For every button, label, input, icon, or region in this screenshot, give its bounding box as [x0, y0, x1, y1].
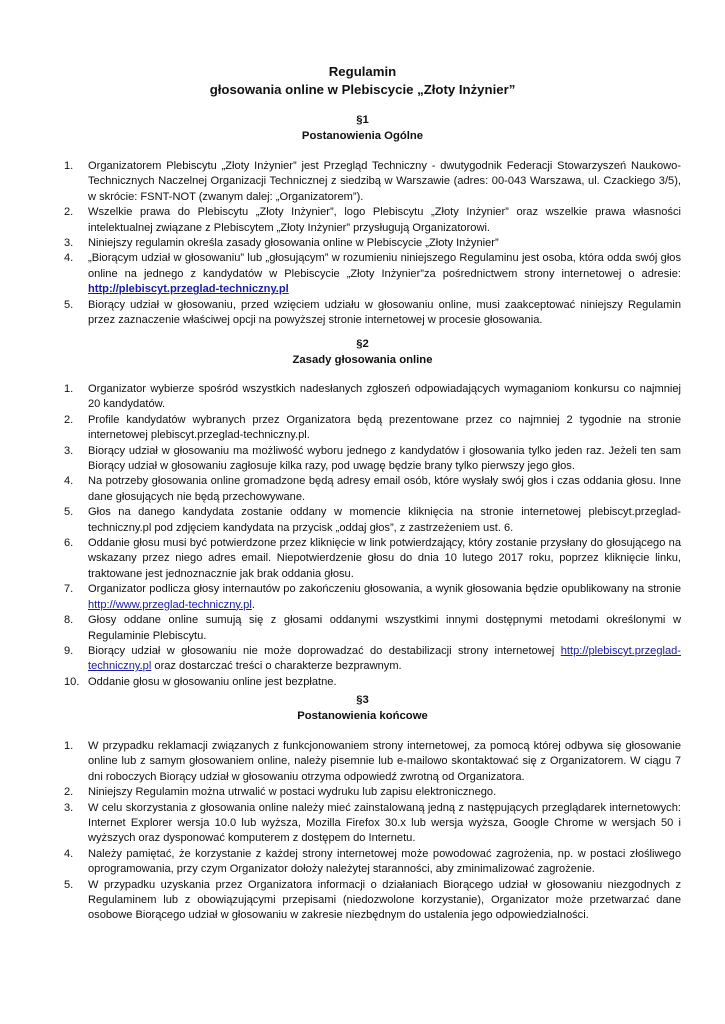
section-3-heading: Postanowienia końcowe — [297, 710, 428, 722]
item-text: W przypadku uzyskania przez Organizatora informacji o działaniach Biorącego udział w głosowaniu niezgodnych z Regulaminem lub z obowiązującymi przepisami (niedozwolone korzystanie), Organizator może przetwarzać dane osobowe Biorącego udział w głosowaniu w zakresie niezbędnym do ustalenia jego odpowiedzialności. — [88, 878, 681, 922]
item-number: 1. — [64, 160, 74, 172]
list-item — [64, 298, 681, 329]
section-3-list — [64, 739, 681, 924]
list-item — [64, 444, 681, 475]
item-number: 10. — [64, 675, 80, 688]
item-number: 4. — [64, 475, 74, 488]
item-link[interactable]: http://plebiscyt.przeglad-techniczny.pl — [88, 644, 681, 673]
item-text: Niniejszy Regulamin można utrwalić w postaci wydruku lub zapisu elektronicznego. — [88, 786, 497, 799]
item-text: Biorący udział w głosowaniu, przed wzięciem udziału w głosowaniu online, musi zaakceptować niniejszy Regulamin przez zaznaczenie właściwej opcji na powyższej stronie internetowej w procesie głosowania. — [88, 298, 681, 327]
list-item — [64, 613, 681, 644]
item-text-after: oraz dostarczać treści o charakterze bezprawnym. — [151, 660, 402, 673]
section-2-mark: §2 — [356, 338, 369, 350]
item-number: 2. — [64, 786, 74, 799]
list-item — [64, 382, 681, 413]
item-number: 3. — [64, 801, 74, 814]
item-number: 3. — [64, 444, 74, 457]
item-text: W celu skorzystania z głosowania online należy mieć zainstalowaną jedną z następujących przeglądarek internetowych: Internet Explorer wersja 10.0 lub wyższa, Mozilla Firefox 30.x lub wersja wyższa, Google Chrome w wersjach 50 i wyższych oraz dysponować komputerem z dostępem do Internetu. — [88, 801, 681, 845]
list-item — [64, 413, 681, 444]
item-text-after: . — [251, 598, 255, 611]
item-text: W przypadku reklamacji związanych z funkcjonowaniem strony internetowej, za pomocą której odbywa się głosowanie online lub z samym głosowaniem online, należy pisemnie lub e-mailowo skontaktować się z Organizatorem. W ciągu 7 dni roboczych Biorący udział w głosowaniu otrzyma odpowiedź zwrotną od Organizatora. — [88, 740, 681, 783]
item-text: Organizator wybierze spośród wszystkich nadesłanych zgłoszeń odpowiadających wymaganiom konkursu co najmniej 20 kandydatów. — [88, 383, 681, 411]
item-number: 4. — [64, 252, 74, 265]
section-1-list — [64, 159, 681, 328]
list-item — [64, 474, 681, 505]
item-text: Na potrzeby głosowania online gromadzone będą adresy email osób, które wysłały swój głos i czas oddania głosu. Inne dane głosujących nie będą przechowywane. — [88, 475, 681, 503]
item-number: 5. — [64, 506, 74, 519]
section-2-list — [64, 382, 681, 690]
item-number: 6. — [64, 537, 74, 550]
list-item — [64, 739, 681, 785]
item-number: 2. — [64, 413, 74, 426]
item-number: 8. — [64, 614, 74, 627]
list-item — [64, 644, 681, 675]
list-item — [64, 878, 681, 924]
item-text: Wszelkie prawa do Plebiscytu „Złoty Inżynier”, logo Plebiscytu „Złoty Inżynier” oraz wszelkie prawa własności intelektualnej związane z Plebiscytem „Złoty Inżynier” przysługują Organizatorowi. — [88, 206, 681, 234]
item-number: 1. — [64, 383, 74, 395]
document-subtitle: głosowania online w Plebiscycie „Złoty Inżynier” — [209, 82, 516, 97]
item-text: Niniejszy regulamin określa zasady głosowania online w Plebiscycie „Złoty Inżynier” — [88, 237, 499, 250]
item-link[interactable]: http://www.przeglad-techniczny.pl — [88, 598, 252, 611]
item-text: Biorący udział w głosowaniu nie może doprowadzać do destabilizacji strony internetowej — [88, 644, 561, 657]
item-text: Należy pamiętać, że korzystanie z każdej strony internetowej może powodować zagrożenia, np. w postaci złośliwego oprogramowania, przy czym Organizator dołoży należytej staranności, aby zminimalizować zagrożenie. — [88, 847, 681, 876]
item-number: 2. — [64, 206, 74, 219]
list-item — [64, 785, 681, 800]
item-number: 1. — [64, 740, 74, 752]
section-1-mark: §1 — [356, 114, 369, 126]
list-item — [64, 159, 681, 205]
list-item — [64, 251, 681, 297]
list-item — [64, 801, 681, 847]
list-item — [64, 582, 681, 613]
item-text: Organizatorem Plebiscytu „Złoty Inżynier” jest Przegląd Techniczny - dwutygodnik Federacji Stowarzyszeń Naukowo-Technicznych Naczelnej Organizacji Technicznej z siedzibą w Warszawie (adres: 00-043 Warszawa, ul. Czackiego 3/5), w skrócie: FSNT-NOT (zwanym dalej: „Organizatorem”). — [88, 160, 681, 203]
item-number: 9. — [64, 644, 74, 657]
item-text: „Biorącym udział w głosowaniu” lub „głosującym” w rozumieniu niniejszego Regulaminu jest osoba, która odda swój głos online na jednego z kandydatów w Plebiscycie „Złoty Inżynier”za pośrednictwem strony internetowej o adresie: — [88, 252, 681, 280]
item-text: Głos na danego kandydata zostanie oddany w momencie kliknięcia na stronie internetowej plebiscyt.przeglad-techniczny.pl pod zdjęciem kandydata na przycisk „oddaj głos”, z zastrzeżeniem ust. 6. — [88, 506, 681, 534]
item-text: Oddanie głosu musi być potwierdzone przez kliknięcie w link potwierdzający, który zostanie przysłany do głosującego na wskazany przez niego adres email. Niepotwierdzenie głosu do dnia 10 lutego 2017 roku, poprzez kliknięcie linku, traktowane jest jednoznacznie jak brak oddania głosu. — [88, 537, 681, 580]
section-3-mark: §3 — [356, 694, 369, 706]
list-item — [64, 205, 681, 236]
list-item — [64, 505, 681, 536]
section-1-heading: Postanowienia Ogólne — [301, 130, 424, 142]
item-number: 3. — [64, 237, 74, 250]
list-item — [64, 675, 681, 690]
item-text: Głosy oddane online sumują się z głosami oddanymi wszystkimi innymi dostępnymi metodami określonymi w Regulaminie Plebiscytu. — [88, 614, 681, 642]
list-item — [64, 847, 681, 878]
item-text: Oddanie głosu w głosowaniu online jest bezpłatne. — [88, 675, 337, 688]
list-item — [64, 236, 681, 251]
item-text: Profile kandydatów wybranych przez Organizatora będą prezentowane przez co najmniej 2 tygodnie na stronie internetowej plebiscyt.przeglad-techniczny.pl. — [88, 413, 681, 442]
document-title: Regulamin — [328, 64, 397, 79]
item-link[interactable]: http://plebiscyt.przeglad-techniczny.pl — [88, 283, 289, 296]
item-number: 5. — [64, 298, 74, 311]
item-number: 4. — [64, 847, 74, 860]
item-text: Biorący udział w głosowaniu ma możliwość wyboru jednego z kandydatów i głosowania tylko jeden raz. Jeżeli ten sam Biorący udział w głosowaniu zagłosuje kilka razy, pod uwagę będzie brany tylko pierwszy jego głos. — [88, 444, 681, 473]
item-text: Organizator podlicza głosy internautów po zakończeniu głosowania, a wynik głosowania będzie opublikowany na stronie — [88, 583, 681, 596]
list-item — [64, 536, 681, 582]
item-number: 7. — [64, 583, 74, 596]
item-number: 5. — [64, 878, 74, 891]
section-2-heading: Zasady głosowania online — [292, 354, 433, 366]
